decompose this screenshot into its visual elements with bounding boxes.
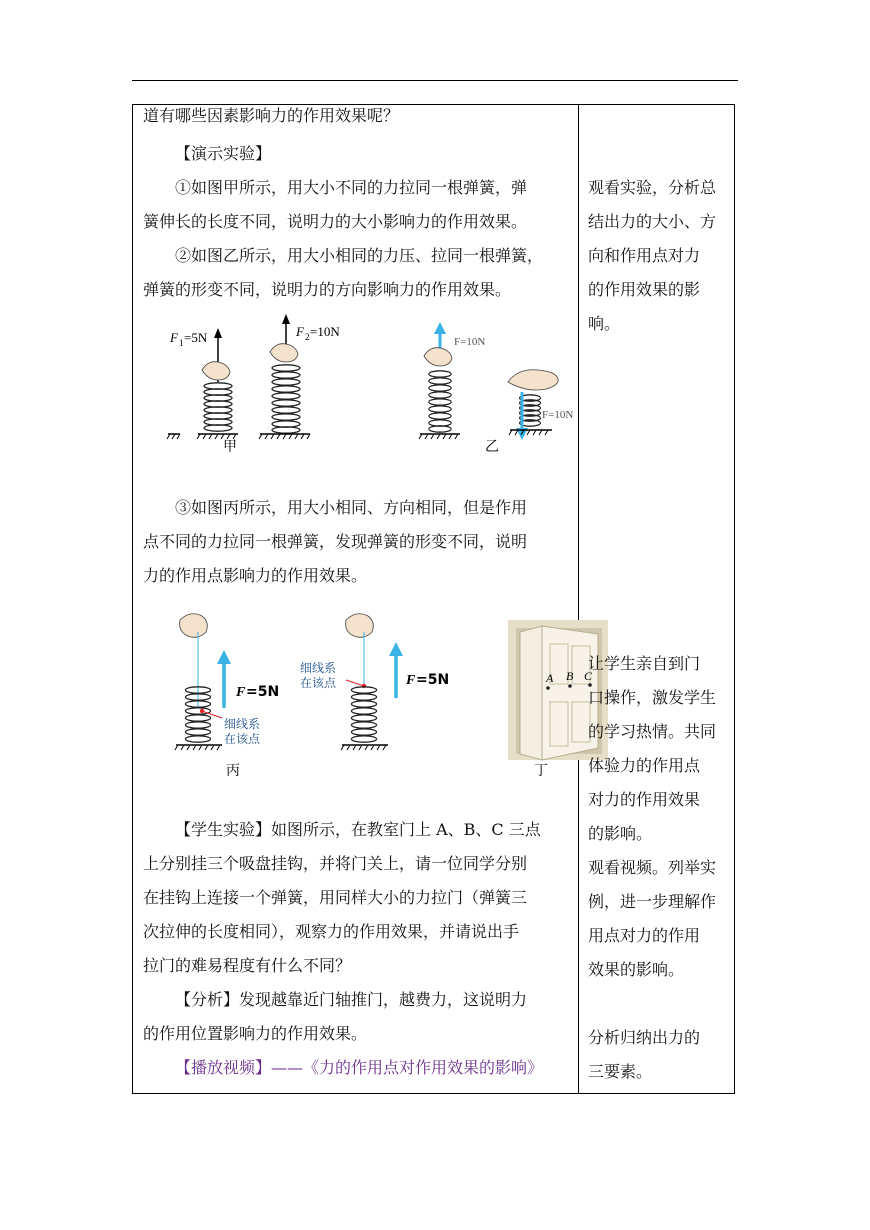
student-exp-line-5: 拉门的难易程度有什么不同？: [143, 956, 352, 975]
student-exp-line-3: 在挂钩上连接一个弹簧，用同样大小的力拉门（弹簧三: [143, 888, 528, 907]
f-bing2-symbol: F: [406, 673, 416, 688]
door-label-a: A: [546, 671, 554, 685]
f1-subscript: 1: [179, 338, 184, 348]
text-line-5: ②如图乙所示，用大小相同的力压、拉同一根弹簧，: [175, 246, 544, 265]
right-note-15: 效果的影响。: [588, 960, 685, 979]
f2-value: =10N: [310, 324, 340, 339]
right-note-9: 体验力的作用点: [588, 756, 701, 775]
right-note-11: 的影响。: [588, 824, 653, 843]
right-note-3: 向和作用点对力: [588, 246, 701, 265]
analysis-line-1: 【分析】发现越靠近门轴推门，越费力，这说明力: [175, 990, 528, 1009]
f-yi-top: F=10N: [454, 336, 486, 348]
f-bing-value: =5N: [246, 684, 280, 700]
caption-ding: 丁: [534, 763, 548, 779]
text-line-8: 点不同的力拉同一根弹簧，发现弹簧的形变不同，说明: [143, 532, 528, 551]
text-line-9: 力的作用点影响力的作用效果。: [143, 566, 368, 585]
right-note-10: 对力的作用效果: [588, 790, 701, 809]
caption-bing: 丙: [226, 763, 240, 779]
student-exp-line-4: 次拉伸的长度相同），观察力的作用效果，并请说出手: [143, 922, 520, 941]
demo-heading: 【演示实验】: [175, 144, 272, 163]
text-line-7: ③如图丙所示，用大小相同、方向相同，但是作用: [175, 498, 528, 517]
right-note-6: 让学生亲自到门: [588, 654, 701, 673]
note-bing2-1: 细线系: [300, 661, 337, 675]
f1-symbol: F: [170, 330, 178, 345]
right-note-1: 观看实验，分析总: [588, 178, 717, 197]
column-divider: [578, 105, 579, 1093]
analysis-line-2: 的作用位置影响力的作用效果。: [143, 1024, 368, 1043]
door-label-c: C: [584, 669, 593, 683]
lesson-table: [132, 104, 735, 1094]
text-line-1: 道有哪些因素影响力的作用效果呢？: [143, 106, 400, 125]
note-bing-1: 细线系: [224, 717, 261, 731]
caption-yi: 乙: [485, 439, 499, 455]
right-note-7: 口操作，激发学生: [588, 688, 717, 707]
right-note-14: 用点对力的作用: [588, 926, 701, 945]
f-yi-bottom: F=10N: [542, 409, 574, 421]
spring-bing-2: [341, 614, 403, 750]
right-note-17: 三要素。: [588, 1062, 653, 1081]
f2-symbol: F: [296, 324, 304, 339]
spring-bing-1: [175, 614, 231, 750]
f1-value: =5N: [184, 330, 208, 345]
spring-yi-press: [508, 370, 558, 440]
right-note-4: 的作用效果的影: [588, 280, 701, 299]
right-note-5: 响。: [588, 314, 621, 333]
student-exp-line-2: 上分别挂三个吸盘挂钩，并将门关上，请一位同学分别: [143, 854, 528, 873]
note-bing-2: 在该点: [224, 732, 261, 746]
text-line-4: 簧伸长的长度不同，说明力的大小影响力的作用效果。: [143, 212, 528, 231]
right-note-12: 观看视频。列举实: [588, 858, 717, 877]
text-line-6: 弹簧的形变不同，说明力的方向影响力的作用效果。: [143, 280, 512, 299]
figure-bing-ding: [158, 610, 618, 785]
f-bing2-value: =5N: [416, 672, 450, 688]
right-note-8: 的学习热情。共同: [588, 722, 717, 741]
student-exp-line-1: 【学生实验】如图所示，在教室门上 A、B、C 三点: [175, 820, 541, 839]
f-bing-symbol: F: [236, 685, 246, 700]
door-label-b: B: [566, 669, 574, 683]
right-note-16: 分析归纳出力的: [588, 1028, 701, 1047]
right-note-13: 例，进一步理解作: [588, 892, 717, 911]
header-rule: [132, 80, 738, 81]
figure-jia-yi: [158, 310, 578, 460]
caption-jia: 甲: [223, 439, 237, 455]
video-link[interactable]: 【播放视频】——《力的作用点对作用效果的影响》: [175, 1058, 544, 1077]
right-note-2: 结出力的大小、方: [588, 212, 717, 231]
f2-subscript: 2: [305, 332, 310, 342]
note-bing2-2: 在该点: [300, 676, 337, 690]
text-line-3: ①如图甲所示，用大小不同的力拉同一根弹簧，弹: [175, 178, 528, 197]
